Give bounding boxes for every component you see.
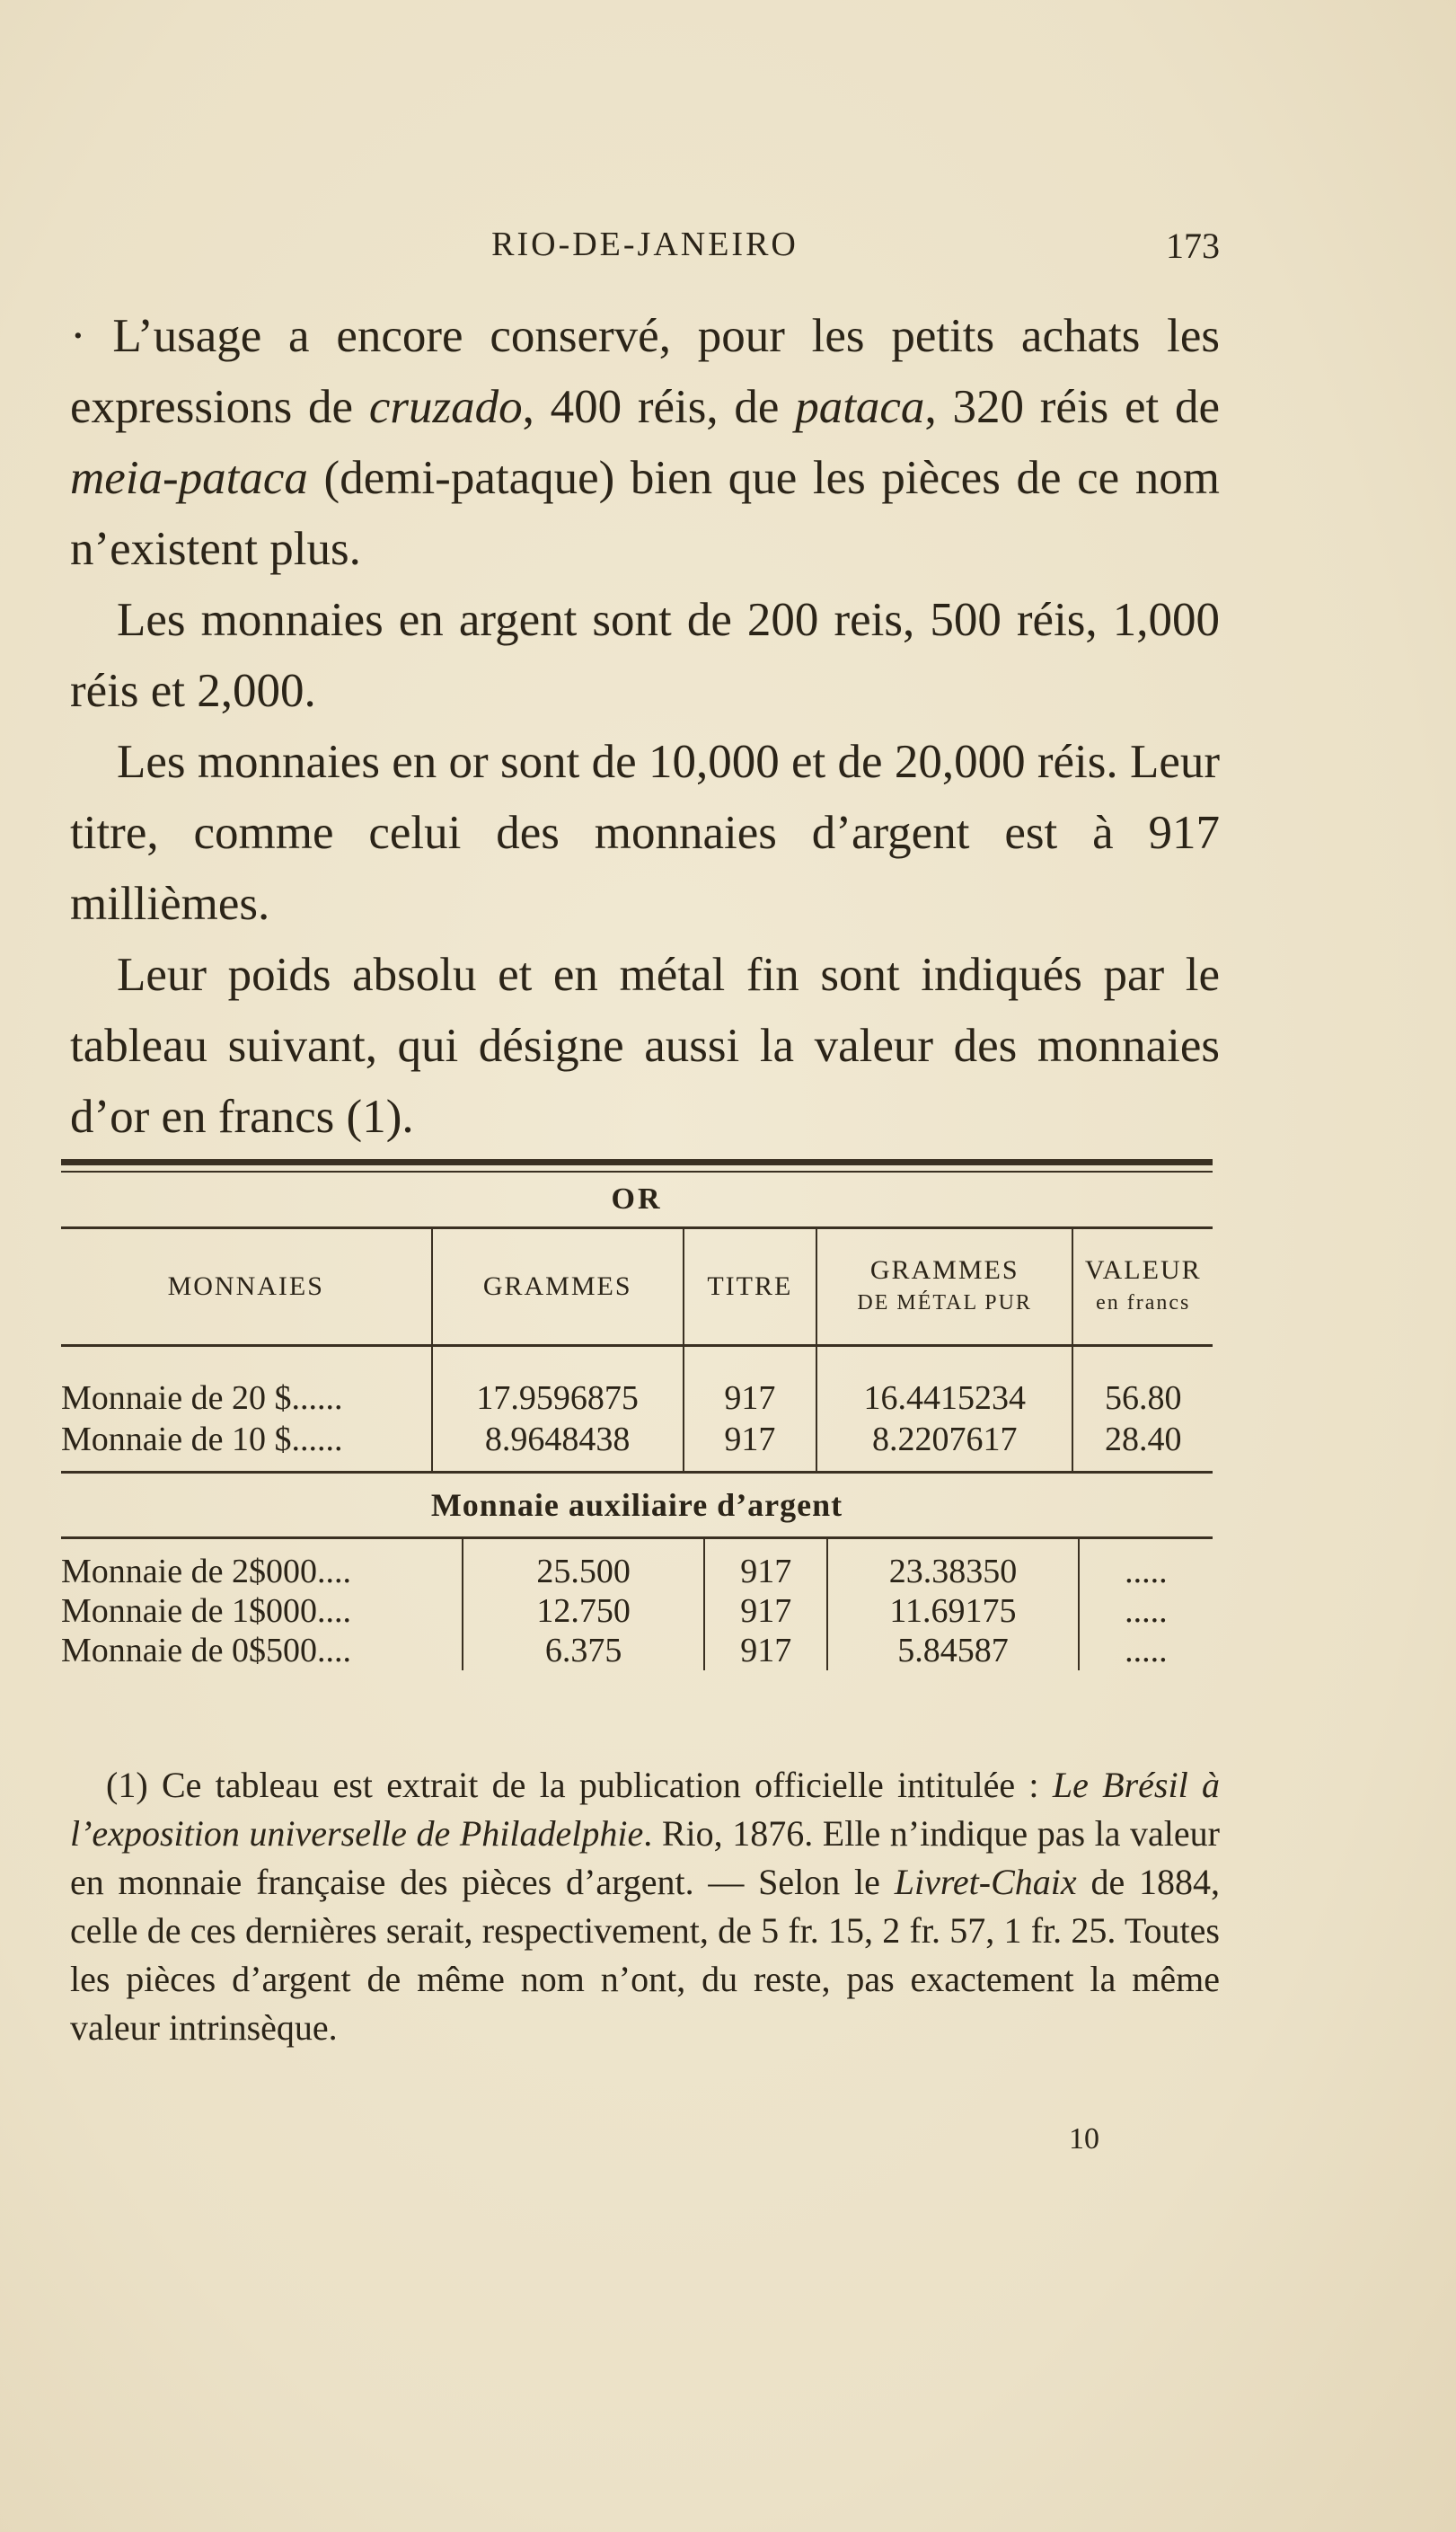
paragraph-3: Les monnaies en or sont de 10,000 et de 20,000 réis. Leur titre, comme celui des monnaies d’argent est à 917 millièmes. [70,736,1220,930]
cell-grammes: 6.375 [463,1631,704,1670]
cell-grammes: 25.500 [463,1539,704,1591]
gold-section-title: OR [611,1182,663,1216]
cell-name: Monnaie de 2$000.... [61,1539,463,1591]
col-titre: TITRE [684,1229,816,1346]
col-monnaies: MONNAIES [61,1229,432,1346]
gold-table [61,1229,1213,1471]
p1-text-d: (demi-pataque) bien que les pièces de ce nom n’existent plus. [70,452,1220,575]
cell-valeur: 56.80 [1104,1379,1182,1417]
table-row [61,1346,1213,1420]
col-metal-line2: DE MÉTAL PUR [857,1291,1032,1315]
cell-titre: 917 [704,1539,827,1591]
cell-name: Monnaie de 1$000.... [61,1591,463,1631]
paragraph-2: Les monnaies en argent sont de 200 reis, 500 réis, 1,000 réis et 2,000. [70,594,1220,717]
p1-term-pataca: pataca [795,381,925,433]
p1-term-cruzado: cruzado [368,381,523,433]
cell-titre: 917 [684,1419,816,1471]
cell-name: Monnaie de 0$500.... [61,1631,463,1670]
page-number: 173 [1166,226,1220,266]
table-row [61,1591,1213,1631]
table-top-rule [61,1159,1213,1165]
p1-term-meia-pataca: meia-pataca [70,452,308,504]
footnote-text [70,1761,1220,2052]
table-row [61,1631,1213,1670]
cell-metal: 11.69175 [827,1591,1078,1631]
cell-valeur: ..... [1125,1592,1168,1630]
cell-titre: 917 [704,1591,827,1631]
p1-text-b: , 400 réis, de [522,381,796,433]
col-metal-line1: GRAMMES [869,1255,1019,1285]
col-valeur-line1: VALEUR [1084,1255,1202,1285]
footnote [70,1761,1220,2052]
header-row [61,1229,1213,1346]
col-grammes: GRAMMES [432,1229,684,1346]
cell-titre: 917 [684,1346,816,1420]
body-text [70,301,1220,1153]
page-header [70,225,1220,270]
footnote-text-a: (1) Ce tableau est extrait de la publication officielle intitulée : [106,1765,1053,1805]
cell-metal: 23.38350 [827,1539,1078,1591]
cell-name: Monnaie de 20 $...... [61,1346,432,1420]
cell-titre: 917 [704,1631,827,1670]
footnote-publication-title: Le Brésil à l’exposition universelle de Philadelphie [70,1765,1221,1854]
footnote-livret-chaix: Livret-Chaix [894,1862,1077,1902]
paragraph-1 [70,301,1220,585]
cell-grammes: 12.750 [463,1591,704,1631]
signature-mark: 10 [1069,2122,1099,2156]
col-metal-pur [816,1229,1073,1346]
col-valeur-line2: en francs [1096,1291,1191,1315]
footnote-text-b: . Rio, 1876. Elle n’indique pas la valeur en monnaie française des pièces d’argent. — Selon le [70,1813,1220,1902]
silver-table [61,1539,1213,1670]
cell-valeur: 28.40 [1104,1421,1182,1458]
cell-name: Monnaie de 10 $...... [61,1419,432,1471]
cell-metal: 5.84587 [827,1631,1078,1670]
running-title: RIO-DE-JANEIRO [491,226,799,263]
cell-grammes: 8.9648438 [432,1419,684,1471]
cell-metal: 16.4415234 [816,1346,1073,1420]
cell-valeur: ..... [1125,1553,1168,1590]
col-valeur [1072,1229,1213,1346]
cell-grammes: 17.9596875 [432,1346,684,1420]
paragraph-4: Leur poids absolu et en métal fin sont indiqués par le tableau suivant, qui désigne aussi la valeur des monnaies d’or en francs (1). [70,949,1220,1143]
p1-text-c: , 320 réis et de [924,381,1220,433]
cell-valeur: ..... [1125,1632,1168,1669]
p1-text-a: · L’usage a encore conservé, pour les petits achats les expressions de [70,310,1220,433]
footnote-text-c: de 1884, celle de ces dernières serait, respectivement, de 5 fr. 15, 2 fr. 57, 1 fr. 25. Toutes les pièces d’argent de même nom n’ont, du reste, pas exactement la même valeur intrinsèque. [70,1862,1220,2048]
table-row [61,1539,1213,1591]
coin-table [61,1159,1213,1670]
silver-section-title: Monnaie auxiliaire d’argent [430,1487,843,1523]
table-row [61,1419,1213,1471]
cell-metal: 8.2207617 [816,1419,1073,1471]
